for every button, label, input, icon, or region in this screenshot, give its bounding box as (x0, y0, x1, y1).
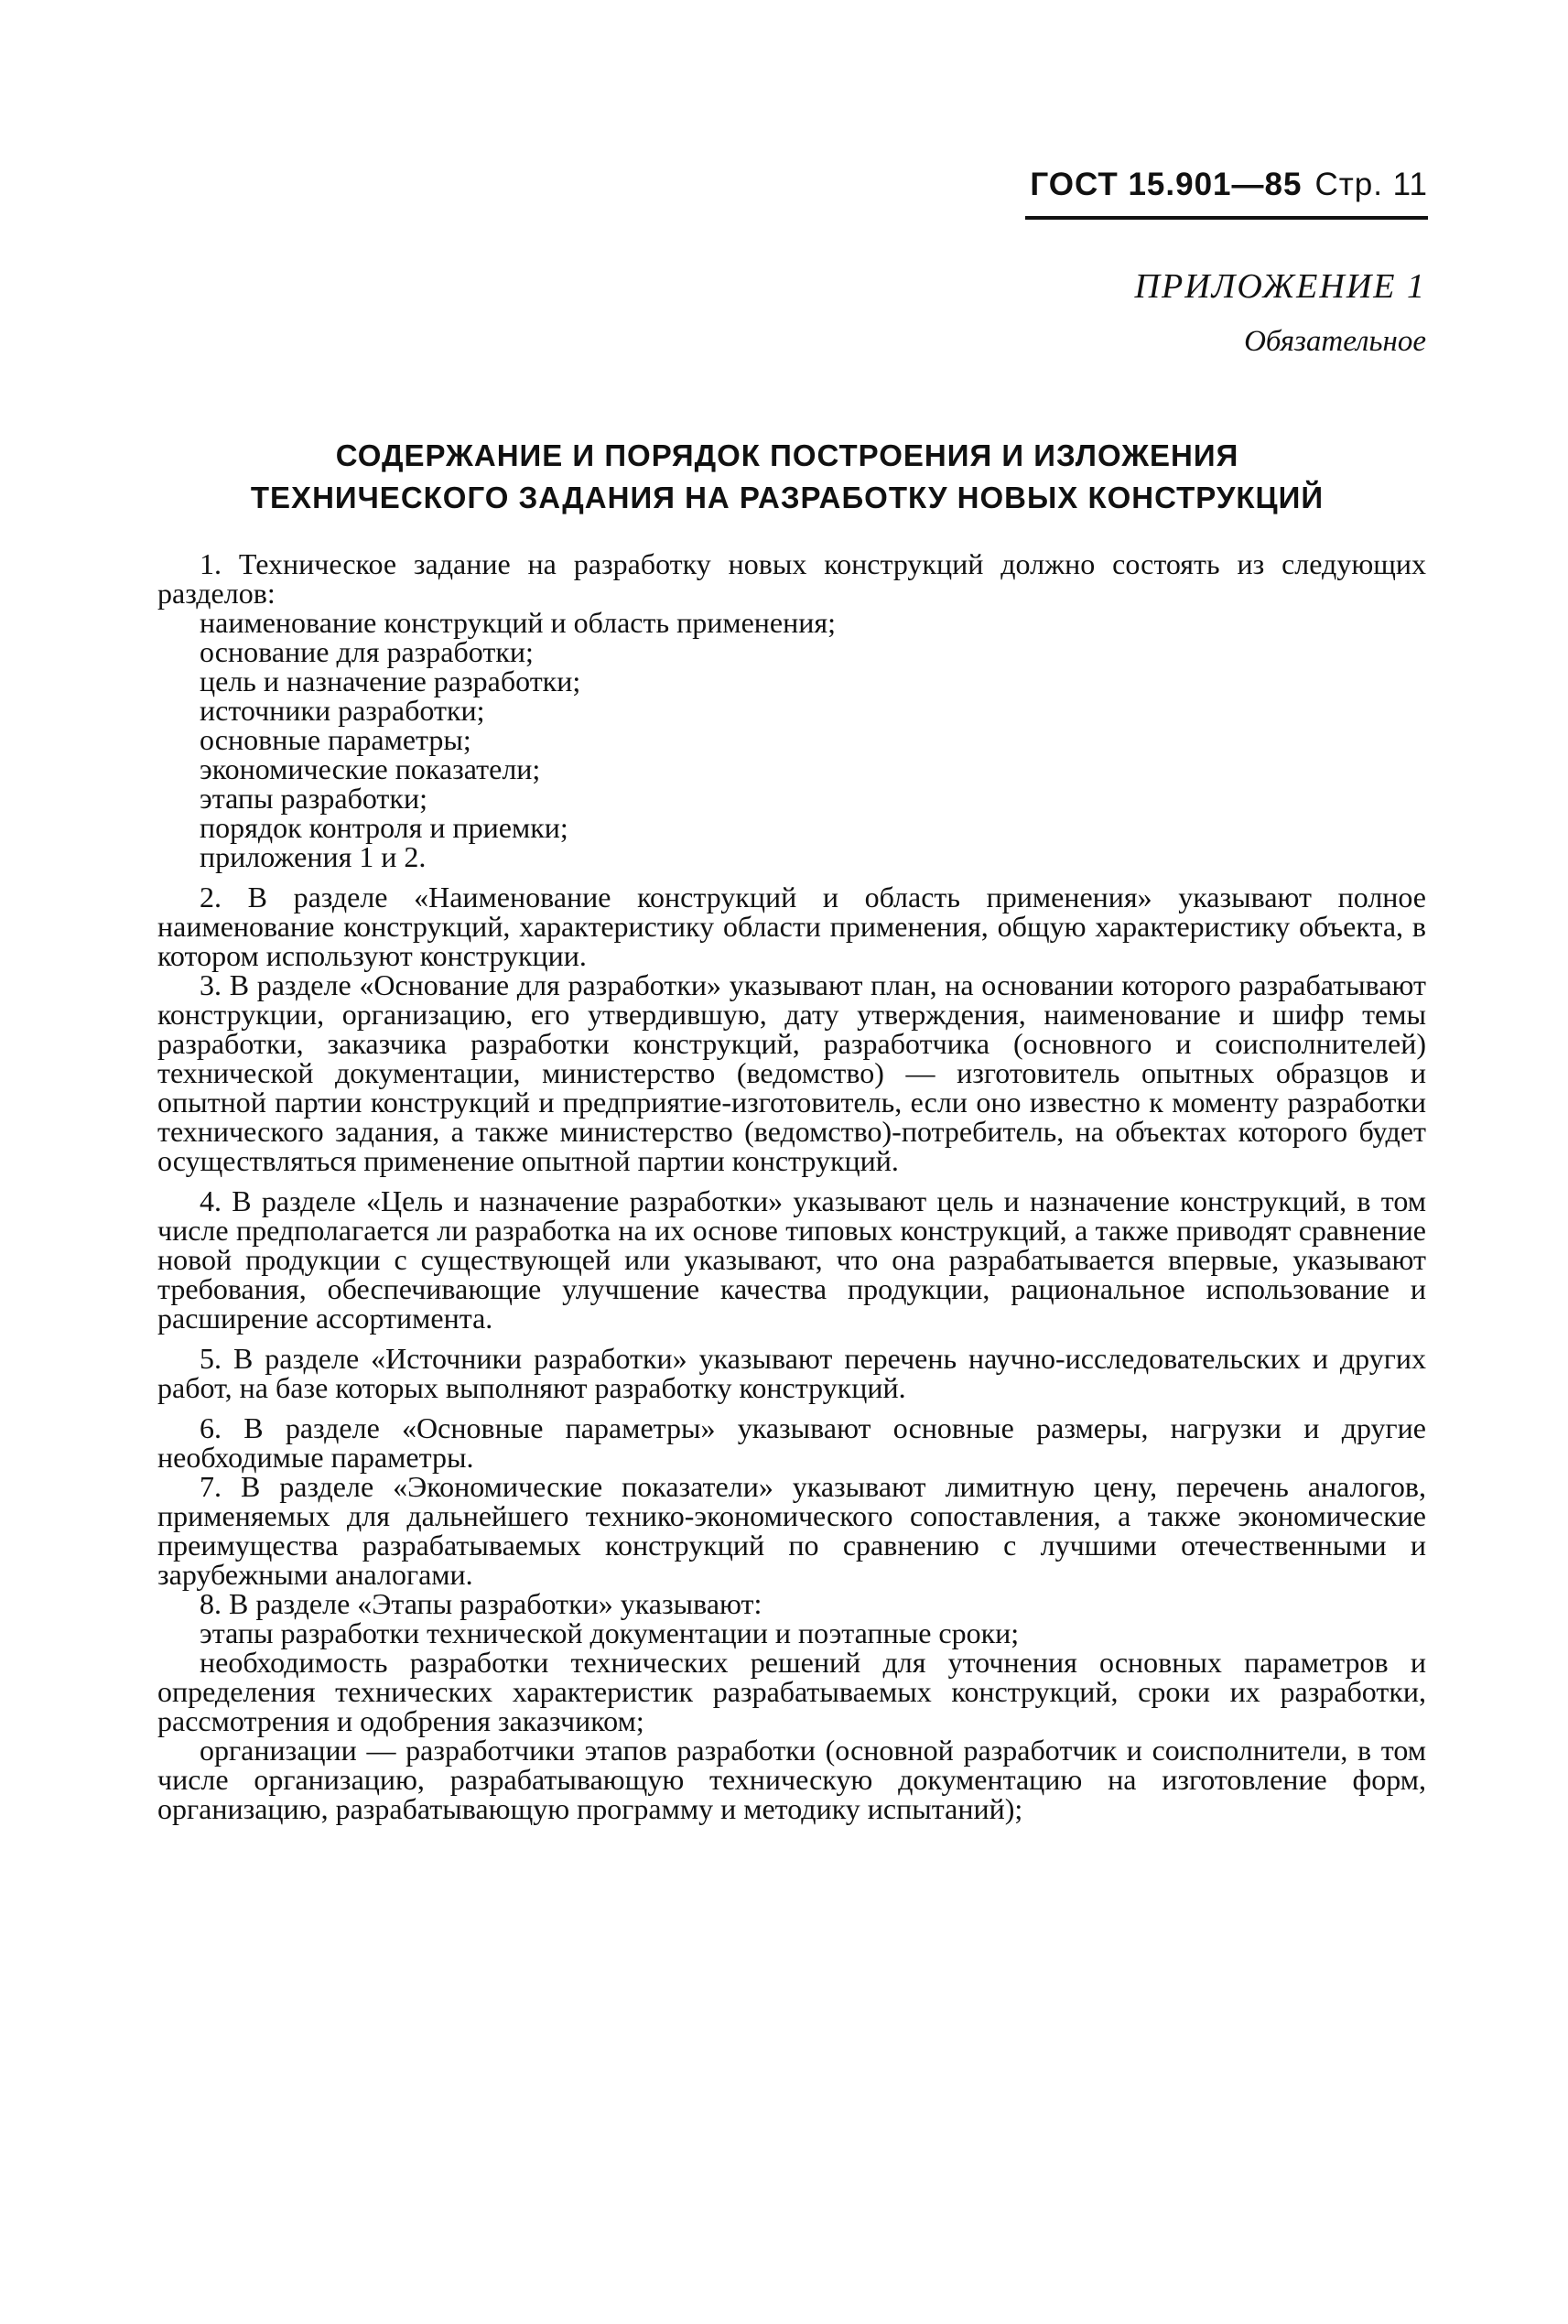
page-number: Стр. 11 (1314, 167, 1428, 202)
list-item: основание для разработки; (200, 635, 534, 668)
section-1-intro: 1. Техническое задание на разработку новых конструкций должно состоять из следующих разделов: (157, 547, 1426, 610)
appendix-block (1135, 264, 1426, 364)
section-3: 3. В разделе «Основание для разработки» указывают план, на основании которого разрабатывают конструкции, организацию, его утвердившую, дату утверждения, наименование и шифр темы разработки, заказчика разработки конструкций, разработчика (основного и соисполнителей) технической документации, министерство (ведомство) — изготовитель опытных образцов и опытной партии конструкций и предприятие-изготовитель, если оно известно к моменту разработки технического задания, а также министерство (ведомство)-потребитель, на объектах которого будет осуществляться применение опытной партии конструкций. (157, 968, 1426, 1177)
section-4: 4. В разделе «Цель и назначение разработки» указывают цель и назначение конструкций, в том числе предполагается ли разработка на их основе типовых конструкций, а также приводят сравнение новой продукции с существующей или указывают, что она разрабатывается впервые, указывают требования, обеспечивающие улучшение качества продукции, рациональное использование и расширение ассортимента. (157, 1184, 1426, 1335)
list-item: приложения 1 и 2. (200, 840, 427, 873)
section-8-list (157, 1618, 1426, 1823)
section-7: 7. В разделе «Экономические показатели» указывают лимитную цену, перечень аналогов, применяемых для дальнейшего технико-экономического сопоставления, а также экономические преимущества разрабатываемых конструкций по сравнению с лучшими отечественными и зарубежными аналогами. (157, 1470, 1426, 1591)
title-line-2: ТЕХНИЧЕСКОГО ЗАДАНИЯ НА РАЗРАБОТКУ НОВЫХ КОНСТРУКЦИЙ (250, 481, 1325, 514)
list-item: необходимость разработки технических решений для уточнения основных параметров и определения технических характеристик разрабатываемых конструкций, сроки их разработки, рассмотрения и одобрения заказчиком; (157, 1646, 1426, 1737)
appendix-status: Обязательное (1244, 325, 1426, 358)
standard-number: ГОСТ 15.901—85 (1030, 167, 1303, 202)
list-item: основные параметры; (200, 723, 471, 756)
section-6: 6. В разделе «Основные параметры» указывают основные размеры, нагрузки и другие необходимые параметры. (157, 1411, 1426, 1474)
list-item: этапы разработки; (200, 782, 427, 815)
list-item: цель и назначение разработки; (200, 665, 581, 697)
list-item: экономические показатели; (200, 752, 541, 785)
list-item: наименование конструкций и область применения; (200, 606, 836, 639)
list-item: порядок контроля и приемки; (200, 811, 568, 844)
section-5: 5. В разделе «Источники разработки» указывают перечень научно-исследовательских и других работ, на базе которых выполняют разработку конструкций. (157, 1342, 1426, 1404)
page-header (1025, 167, 1428, 220)
section-8-intro: 8. В разделе «Этапы разработки» указывают: (200, 1587, 762, 1620)
section-1-list (157, 608, 1426, 871)
list-item: источники разработки; (200, 694, 485, 727)
appendix-label: ПРИЛОЖЕНИЕ 1 (1134, 267, 1426, 306)
list-item: организации — разработчики этапов разработки (основной разработчик и соисполнители, в том числе организацию, разрабатывающую техническую документацию на изготовление форм, организацию, разрабатывающую программу и методику испытаний); (157, 1734, 1426, 1825)
list-item: этапы разработки технической документации и поэтапные сроки; (200, 1616, 1020, 1649)
document-title (146, 435, 1428, 519)
title-line-1: СОДЕРЖАНИЕ И ПОРЯДОК ПОСТРОЕНИЯ И ИЗЛОЖЕНИЯ (335, 438, 1239, 472)
section-2: 2. В разделе «Наименование конструкций и область применения» указывают полное наименование конструкций, характеристику области применения, общую характеристику объекта, в котором используют конструкции. (157, 881, 1426, 972)
document-body (157, 549, 1426, 1823)
